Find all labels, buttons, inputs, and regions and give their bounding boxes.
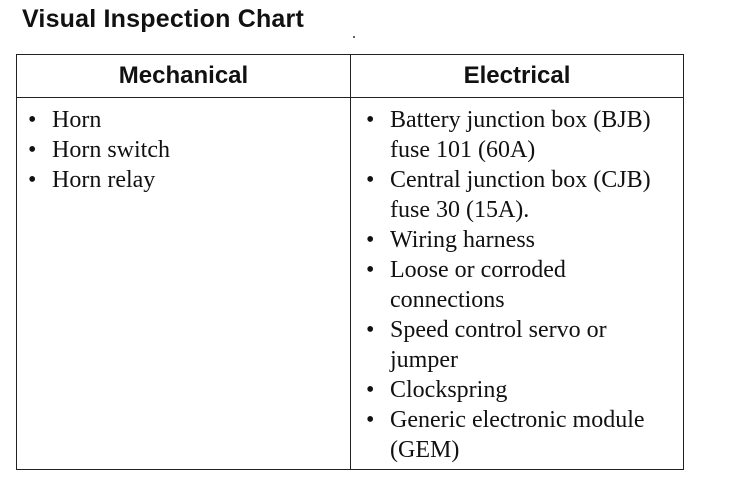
electrical-header: Electrical [463,62,571,89]
list-item: • Battery junction box (BJB) fuse 101 (60A) [363,105,679,165]
inspection-table [16,54,684,470]
list-item: • Loose or corroded connections [363,255,679,315]
electrical-list [363,105,679,465]
print-speck [353,36,355,38]
list-item: • Speed control servo or jumper [363,315,679,375]
mechanical-list [25,105,345,195]
list-item: • Generic electronic module (GEM) [363,405,679,465]
list-item: • Central junction box (CJB) fuse 30 (15A). [363,165,679,225]
mechanical-header: Mechanical [118,62,249,89]
list-item: • Horn relay [25,165,345,195]
chart-title: Visual Inspection Chart [22,5,304,33]
list-item: • Clockspring [363,375,679,405]
column-divider [350,55,351,469]
header-divider [17,97,683,98]
list-item: • Horn switch [25,135,345,165]
list-item: • Wiring harness [363,225,679,255]
list-item: • Horn [25,105,345,135]
